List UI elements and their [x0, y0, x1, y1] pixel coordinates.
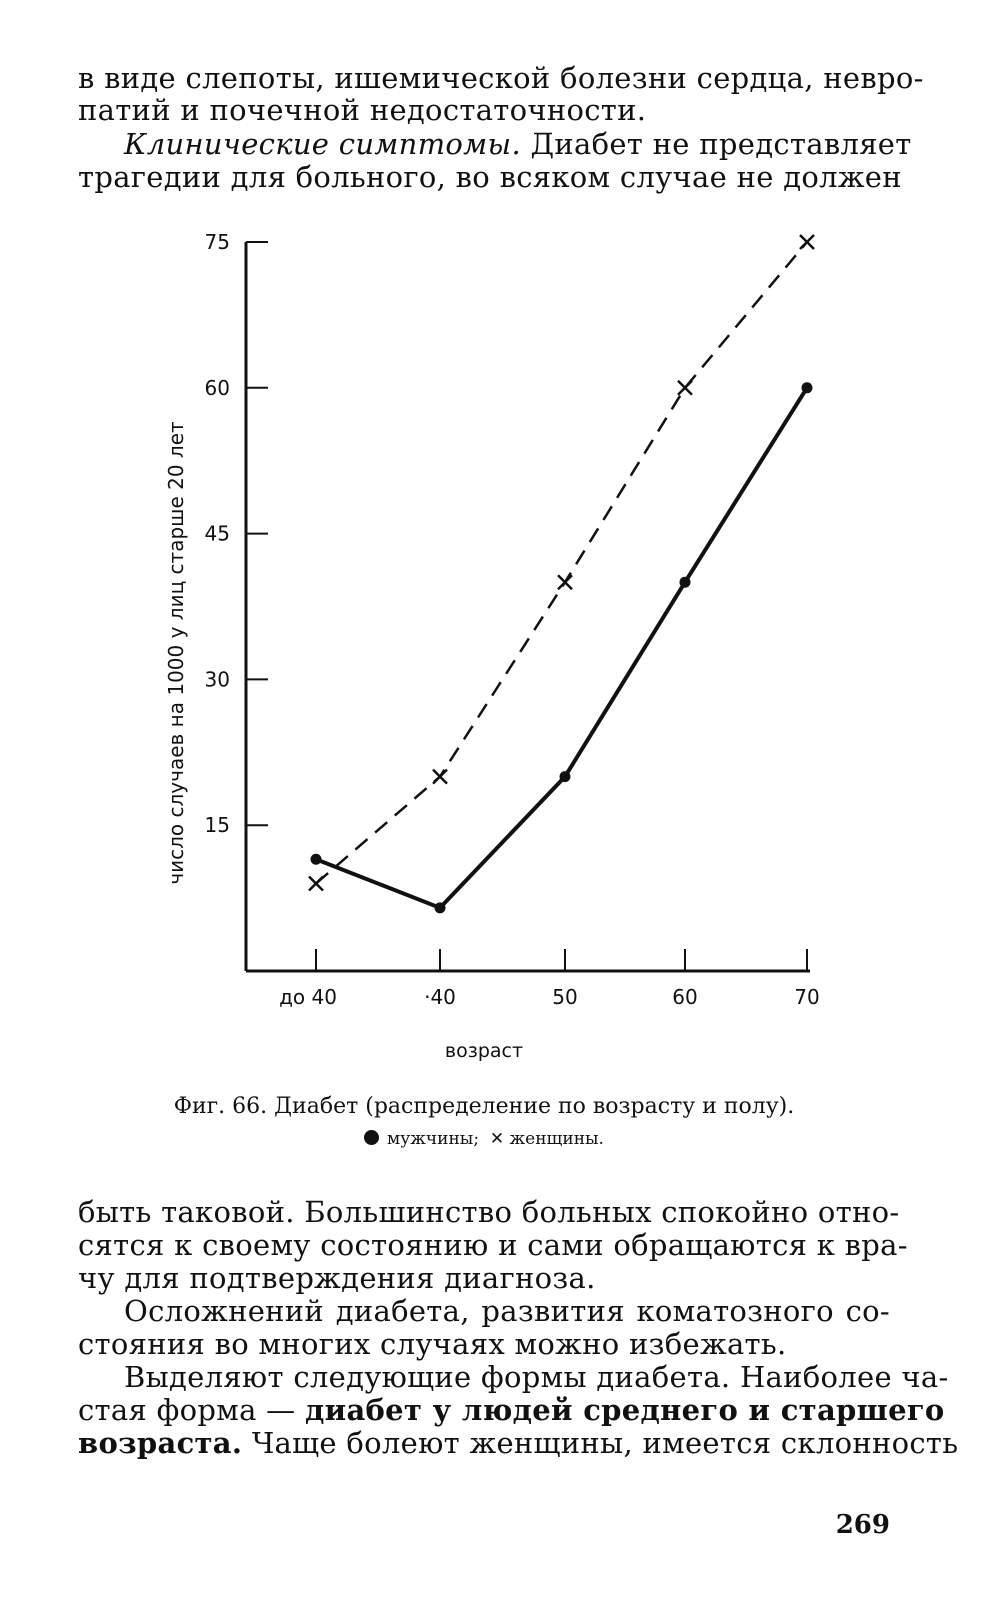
- text-line: [78, 127, 912, 161]
- bold-term: возраста.: [78, 1426, 243, 1460]
- text-span: Диабет не представляет: [520, 127, 912, 161]
- figure-caption: Фиг. 66. Диабет (распределение по возрасту и полу).: [173, 1094, 795, 1119]
- data-point-women: [678, 381, 692, 395]
- text-line: в виде слепоты, ишемической болезни сердца, невро-: [78, 61, 924, 95]
- italic-heading: Клинические симптомы.: [124, 127, 521, 161]
- data-point-men: [311, 854, 322, 865]
- y-tick-label: 45: [204, 521, 230, 546]
- x-tick-label: 60: [672, 985, 698, 1009]
- y-tick-label: 30: [204, 667, 230, 692]
- y-tick-label: 75: [204, 230, 230, 254]
- text-span: стая форма —: [78, 1393, 305, 1427]
- text-line: чу для подтверждения диагноза.: [78, 1261, 596, 1295]
- x-axis-label: возраст: [444, 1040, 524, 1062]
- y-axis-label: число случаев на 1000 у лиц старше 20 лет: [164, 421, 188, 885]
- y-tick-label: 15: [204, 813, 230, 838]
- data-point-men: [680, 577, 691, 588]
- data-point-women: [433, 770, 447, 784]
- x-tick-label: 50: [552, 985, 578, 1009]
- page-number: 269: [835, 1510, 890, 1540]
- text-line: Осложнений диабета, развития коматозного со-: [124, 1294, 890, 1328]
- text-line: [78, 1426, 959, 1460]
- bold-term: диабет у людей среднего и старшего: [305, 1393, 945, 1427]
- data-point-men: [802, 382, 813, 393]
- legend-women: женщины.: [509, 1129, 604, 1149]
- data-point-men: [435, 902, 446, 913]
- data-point-men: [560, 771, 571, 782]
- x-tick-label: ·40: [424, 985, 456, 1009]
- x-ticks: [279, 949, 820, 1009]
- data-point-women: [558, 575, 572, 589]
- y-ticks: [205, 230, 268, 837]
- chart-axes: [246, 242, 810, 971]
- figure-legend: [78, 1126, 890, 1152]
- legend-men: мужчины;: [387, 1129, 480, 1149]
- text-line: трагедии для больного, во всяком случае не должен: [78, 160, 902, 194]
- text-line: патий и почечной недостаточности.: [78, 93, 647, 127]
- data-point-women: [800, 235, 814, 249]
- text-line: [78, 1393, 945, 1427]
- text-span: Чаще болеют женщины, имеется склонность: [242, 1426, 959, 1460]
- text-line: Выделяют следующие формы диабета. Наиболее ча-: [124, 1360, 949, 1394]
- dot-icon: [364, 1130, 379, 1145]
- cross-icon: ✕: [489, 1129, 505, 1149]
- series-line-men: [316, 388, 807, 908]
- text-line: быть таковой. Большинство больных спокойно отно-: [78, 1195, 900, 1229]
- chart: [150, 225, 850, 1085]
- series-line-women: [316, 242, 807, 884]
- x-tick-label: 70: [794, 985, 820, 1009]
- data-point-women: [309, 877, 323, 891]
- y-tick-label: 60: [204, 375, 230, 400]
- text-line: сятся к своему состоянию и сами обращаются к вра-: [78, 1228, 908, 1262]
- chart-series: [309, 235, 814, 913]
- x-tick-label: до 40: [279, 985, 337, 1009]
- text-line: стояния во многих случаях можно избежать.: [78, 1327, 787, 1361]
